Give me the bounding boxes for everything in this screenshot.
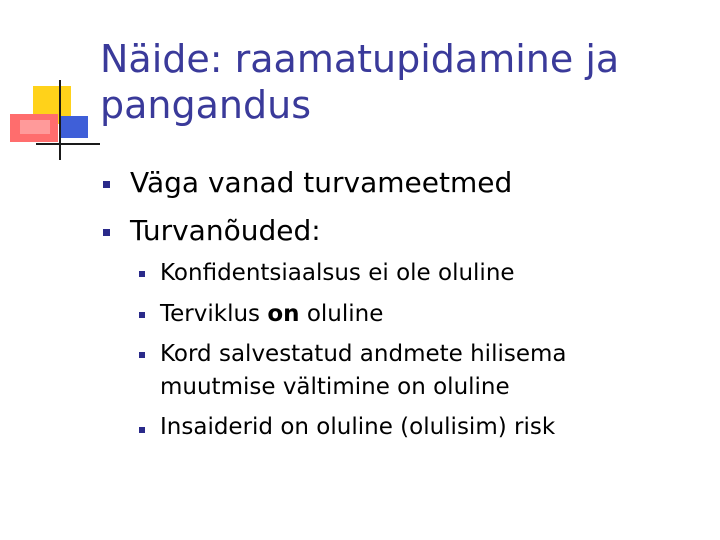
square-bullet-icon xyxy=(103,229,110,236)
square-bullet-icon xyxy=(103,181,110,188)
sub-bullet-item-2-post: oluline xyxy=(299,301,384,327)
square-bullet-icon xyxy=(139,352,145,358)
bullet-item-2: Turvanõuded: xyxy=(130,214,321,247)
sub-bullet-item-2-pre: Terviklus xyxy=(160,301,268,327)
sub-bullet-item-1: Konfidentsiaalsus ei ole oluline xyxy=(160,260,515,286)
square-bullet-icon xyxy=(139,271,145,277)
sub-bullet-item-2 xyxy=(160,300,383,328)
sub-bullet-item-3-line-2: muutmise vältimine on oluline xyxy=(160,374,510,400)
square-bullet-icon xyxy=(139,427,145,433)
sub-bullet-item-4: Insaiderid on oluline (olulisim) risk xyxy=(160,414,556,440)
slide-title-line-2: pangandus xyxy=(100,83,311,127)
bullet-item-1: Väga vanad turvameetmed xyxy=(130,166,513,199)
square-bullet-icon xyxy=(139,312,145,318)
sub-bullet-item-2-bold: on xyxy=(267,301,300,327)
slide-title-line-1: Näide: raamatupidamine ja xyxy=(100,37,620,81)
sub-bullet-item-3-line-1: Kord salvestatud andmete hilisema xyxy=(160,341,567,367)
